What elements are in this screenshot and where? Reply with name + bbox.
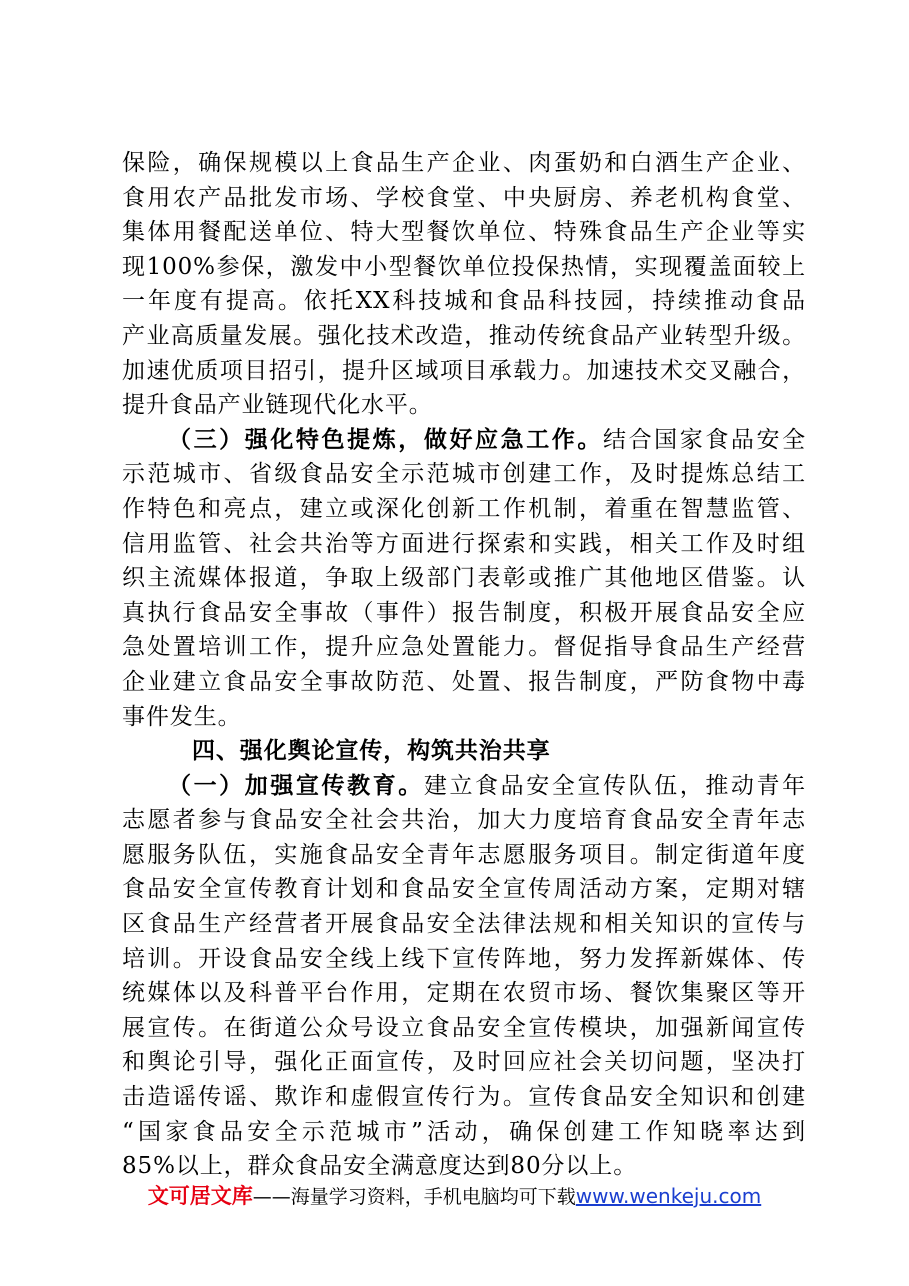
text-line: 85%以上，群众食品安全满意度达到80分以上。 <box>122 1153 638 1180</box>
footer-tagline: ——海量学习资料，手机电脑均可下载 <box>252 1186 576 1208</box>
document-body <box>122 146 806 1184</box>
footer-brand: 文可居文库 <box>147 1184 253 1208</box>
text-fragment: 结合国家食品安全 <box>602 426 806 453</box>
text-line: 事件发生。 <box>122 703 242 730</box>
text-line: 志愿者参与食品安全社会共治，加大力度培育食品安全青年志 <box>122 807 806 834</box>
text-line: 食品安全宣传教育计划和食品安全宣传周活动方案，定期对辖 <box>122 876 806 903</box>
text-line: 企业建立食品安全事故防范、处置、报告制度，严防食物中毒 <box>122 668 806 695</box>
text-line: 提升食品产业链现代化水平。 <box>122 392 433 419</box>
text-line: 培训。开设食品安全线上线下宣传阵地，努力发挥新媒体、传 <box>122 945 806 972</box>
text-line: 统媒体以及科普平台作用，定期在农贸市场、餐饮集聚区等开 <box>122 980 806 1007</box>
text-line: 现100%参保，激发中小型餐饮单位投保热情，实现覆盖面较上 <box>122 253 806 280</box>
text-fragment: 建立食品安全宣传队伍，推动青年 <box>423 772 806 799</box>
paragraph-publicity <box>122 769 806 1184</box>
text-line: 急处置培训工作，提升应急处置能力。督促指导食品生产经营 <box>122 634 806 661</box>
text-line: 示范城市、省级食品安全示范城市创建工作，及时提炼总结工 <box>122 461 806 488</box>
subsection-title: （三）强化特色提炼，做好应急工作。 <box>168 425 603 453</box>
text-line: 信用监管、社会共治等方面进行探索和实践，相关工作及时组 <box>122 530 806 557</box>
text-line: 真执行食品安全事故（事件）报告制度，积极开展食品安全应 <box>122 599 806 626</box>
footer-url-link[interactable]: www.wenkeju.com <box>575 1184 762 1208</box>
text-line: 保险，确保规模以上食品生产企业、肉蛋奶和白酒生产企业、 <box>122 150 806 176</box>
text-line: 产业高质量发展。强化技术改造，推动传统食品产业转型升级。 <box>122 322 806 349</box>
section-heading: 四、强化舆论宣传，构筑共治共享 <box>192 737 551 765</box>
text-line: “国家食品安全示范城市”活动，确保创建工作知晓率达到 <box>122 1118 806 1145</box>
text-line <box>122 423 806 458</box>
text-line: 作特色和亮点，建立或深化创新工作机制，着重在智慧监管、 <box>122 495 806 522</box>
text-line: 织主流媒体报道，争取上级部门表彰或推广其他地区借鉴。认 <box>122 565 806 592</box>
text-line: 加速优质项目招引，提升区域项目承载力。加速技术交叉融合， <box>122 357 806 384</box>
paragraph-emergency <box>122 423 806 734</box>
paragraph-insurance <box>122 146 806 423</box>
text-line <box>122 769 806 804</box>
text-line: 集体用餐配送单位、特大型餐饮单位、特殊食品生产企业等实 <box>122 219 806 246</box>
subsection-title: （一）加强宣传教育。 <box>168 771 424 799</box>
text-line: 和舆论引导，强化正面宣传，及时回应社会关切问题，坚决打 <box>122 1049 806 1076</box>
text-line: 一年度有提高。依托XX科技城和食品科技园，持续推动食品 <box>122 288 806 315</box>
text-line: 区食品生产经营者开展食品安全法律法规和相关知识的宣传与 <box>122 911 806 938</box>
footer-banner <box>0 1180 909 1210</box>
text-line: 愿服务队伍，实施食品安全青年志愿服务项目。制定街道年度 <box>122 841 806 868</box>
text-line: 击造谣传谣、欺诈和虚假宣传行为。宣传食品安全知识和创建 <box>122 1084 806 1111</box>
text-line: 食用农产品批发市场、学校食堂、中央厨房、养老机构食堂、 <box>122 184 806 211</box>
text-line: 展宣传。在街道公众号设立食品安全宣传模块，加强新闻宣传 <box>122 1014 806 1041</box>
